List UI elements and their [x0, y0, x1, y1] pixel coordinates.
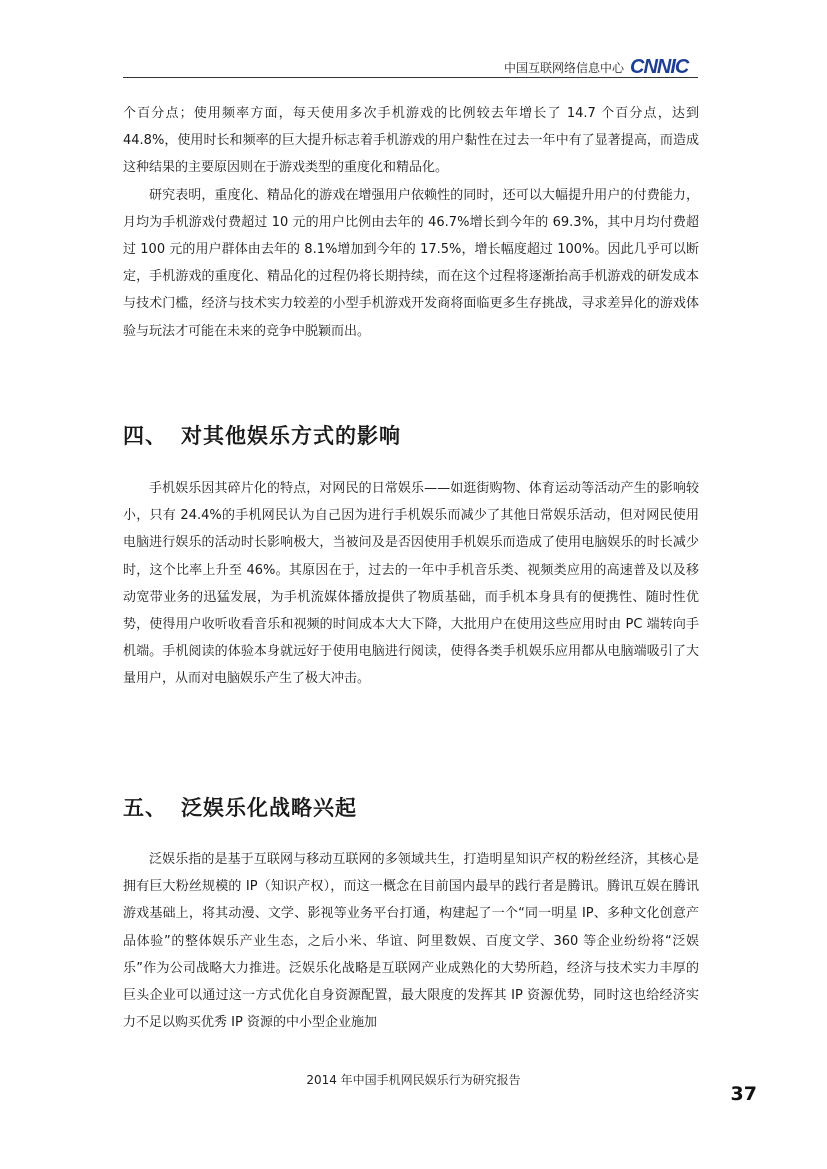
section-4-paragraph: 手机娱乐因其碎片化的特点，对网民的日常娱乐——如逛街购物、体育运动等活动产生的影响较小，只有 24.4%的手机网民认为自己因为进行手机娱乐而减少了其他日常娱乐活动，但对网民使用电脑进行娱乐的活动时长影响极大，当被问及是否因使用手机娱乐而造成了使用电脑娱乐的时长减少时，这个比率上升至 46%。其原因在于，过去的一年中手机音乐类、视频类应用的高速普及以及移动宽带业务的迅猛发展，为手机流媒体播放提供了物质基础，而手机本身具有的便携性、随时性优势，使得用户收听收看音乐和视频的时间成本大大下降，大批用户在使用这些应用时由 PC 端转向手机端。手机阅读的体验本身就远好于使用电脑进行阅读，使得各类手机娱乐应用都从电脑端吸引了大量用户，从而对电脑娱乐产生了极大冲击。	[123, 481, 699, 687]
header-rule	[123, 77, 698, 78]
section-5-body	[123, 846, 699, 1036]
section-5-title: 泛娱乐化战略兴起	[181, 796, 357, 820]
section-5-number: 五、	[123, 796, 167, 820]
section-5-paragraph: 泛娱乐指的是基于互联网与移动互联网的多领域共生，打造明星知识产权的粉丝经济，其核心是拥有巨大粉丝规模的 IP（知识产权），而这一概念在目前国内最早的践行者是腾讯。腾讯互娱在腾讯游戏基础上，将其动漫、文学、影视等业务平台打通，构建起了一个“同一明星 IP、多种文化创意产品体验”的整体娱乐产业生态，之后小米、华谊、阿里数娱、百度文学、360 等企业纷纷将“泛娱乐”作为公司战略大力推进。泛娱乐化战略是互联网产业成熟化的大势所趋，经济与技术实力丰厚的巨头企业可以通过这一方式优化自身资源配置，最大限度的发挥其 IP 资源优势，同时这也给经济实力不足以购买优秀 IP 资源的中小型企业施加	[123, 852, 699, 1031]
body-text	[123, 100, 699, 345]
section-4-body	[123, 475, 699, 693]
paragraph-research: 研究表明，重度化、精品化的游戏在增强用户依赖性的同时，还可以大幅提升用户的付费能力，月均为手机游戏付费超过 10 元的用户比例由去年的 46.7%增长到今年的 69.3%，其中月均付费超过 100 元的用户群体由去年的 8.1%增加到今年的 17.5%，增长幅度超过 100%。因此几乎可以断定，手机游戏的重度化、精品化的过程仍将长期持续，而在这个过程将逐渐抬高手机游戏的研发成本与技术门槛，经济与技术实力较差的小型手机游戏开发商将面临更多生存挑战，寻求差异化的游戏体验与玩法才可能在未来的竞争中脱颖而出。	[123, 187, 699, 339]
section-5-heading	[123, 792, 357, 822]
section-4-title: 对其他娱乐方式的影响	[181, 424, 401, 448]
section-4-number: 四、	[123, 424, 167, 448]
page-number: 37	[730, 1083, 757, 1105]
page-header	[123, 52, 698, 78]
paragraph-continuation: 个百分点；使用频率方面，每天使用多次手机游戏的比例较去年增长了 14.7 个百分点，达到 44.8%，使用时长和频率的巨大提升标志着手机游戏的用户黏性在过去一年中有了显著提高，而造成这种结果的主要原因则在于游戏类型的重度化和精品化。	[123, 106, 699, 176]
footer-report-title: 2014 年中国手机网民娱乐行为研究报告	[306, 1073, 521, 1087]
cnnic-logo	[630, 55, 698, 77]
logo-text: CNNIC	[630, 56, 689, 77]
section-4-heading	[123, 420, 401, 450]
header-org-name: 中国互联网络信息中心	[503, 61, 624, 75]
